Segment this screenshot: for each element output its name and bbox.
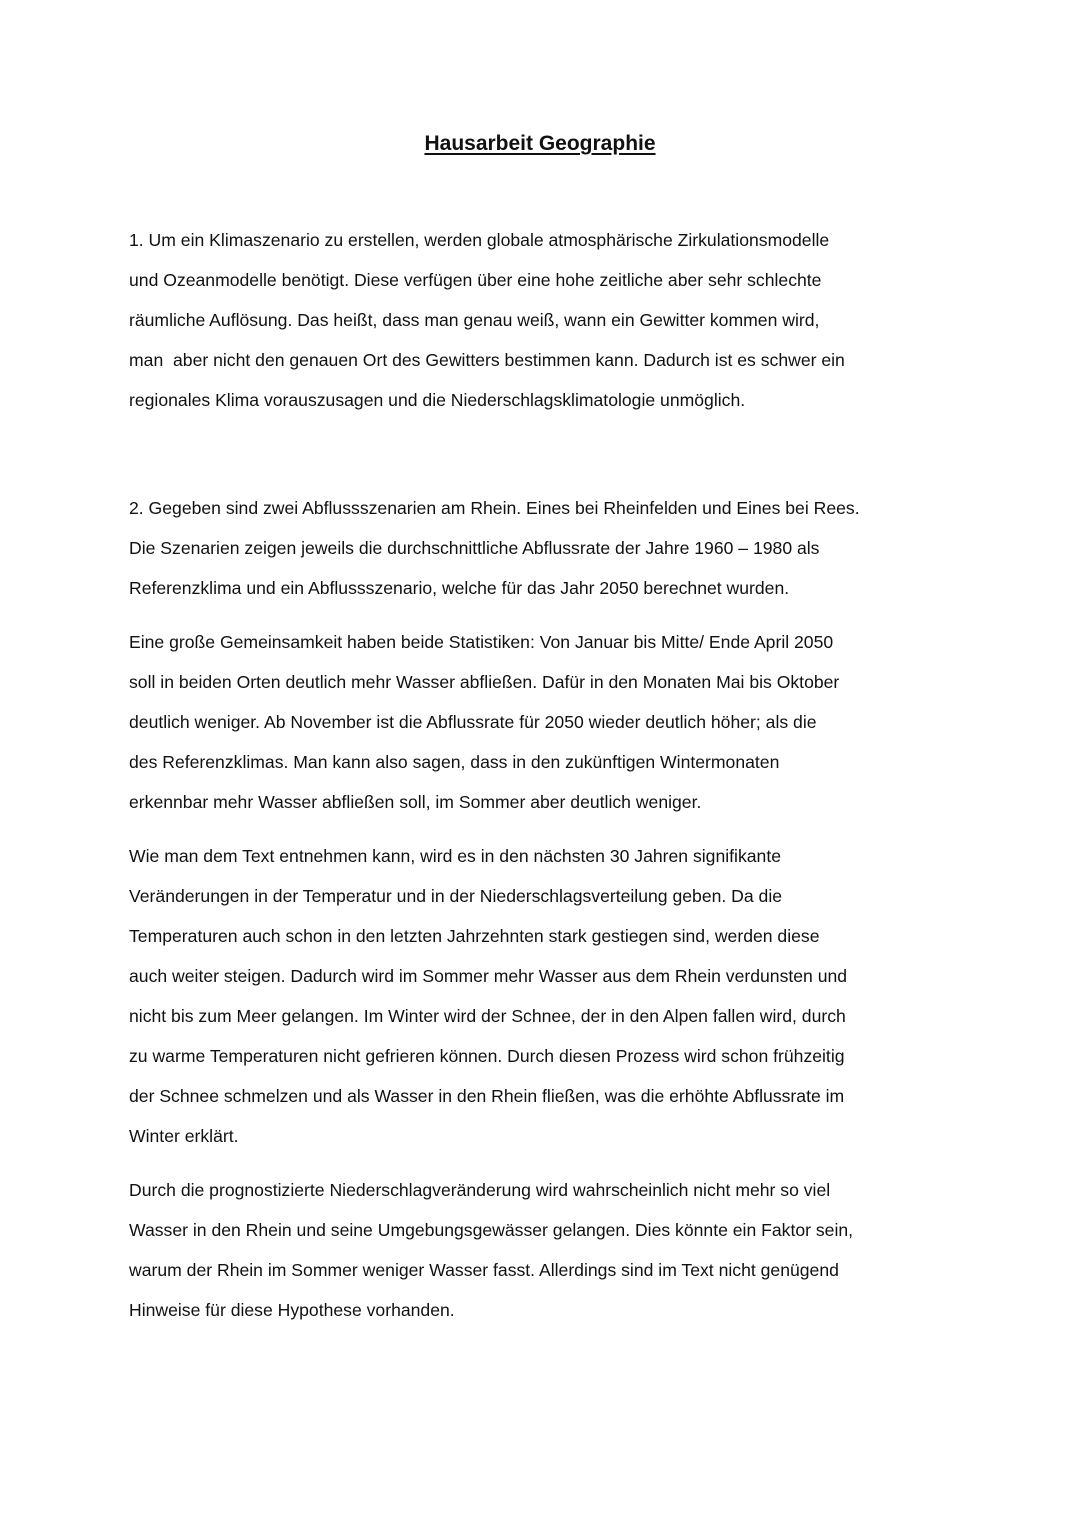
paragraph-4 (129, 836, 959, 1156)
paragraph-line: warum der Rhein im Sommer weniger Wasser fasst. Allerdings sind im Text nicht genügend (129, 1260, 839, 1280)
paragraph-line: Hinweise für diese Hypothese vorhanden. (129, 1300, 455, 1320)
document-title (0, 130, 1080, 158)
paragraph-line: Die Szenarien zeigen jeweils die durchschnittliche Abflussrate der Jahre 1960 – 1980 als (129, 538, 820, 558)
paragraph-line: Durch die prognostizierte Niederschlagveränderung wird wahrscheinlich nicht mehr so viel (129, 1180, 831, 1200)
paragraph-line: deutlich weniger. Ab November ist die Abflussrate für 2050 wieder deutlich höher; als die (129, 712, 817, 732)
paragraph-line: Temperaturen auch schon in den letzten Jahrzehnten stark gestiegen sind, werden diese (129, 926, 820, 946)
paragraph-line: man aber nicht den genauen Ort des Gewitters bestimmen kann. Dadurch ist es schwer ein (129, 350, 845, 370)
paragraph-line: des Referenzklimas. Man kann also sagen, dass in den zukünftigen Wintermonaten (129, 752, 780, 772)
paragraph-line: regionales Klima vorauszusagen und die Niederschlagsklimatologie unmöglich. (129, 390, 746, 410)
paragraph-line: und Ozeanmodelle benötigt. Diese verfügen über eine hohe zeitliche aber sehr schlechte (129, 270, 822, 290)
paragraph-line: auch weiter steigen. Dadurch wird im Sommer mehr Wasser aus dem Rhein verdunsten und (129, 966, 848, 986)
paragraph-line: Winter erklärt. (129, 1126, 239, 1146)
paragraph-line: erkennbar mehr Wasser abfließen soll, im Sommer aber deutlich weniger. (129, 792, 702, 812)
paragraph-line: 2. Gegeben sind zwei Abflussszenarien am Rhein. Eines bei Rheinfelden und Eines bei Rees. (129, 498, 860, 518)
paragraph-line: Veränderungen in der Temperatur und in der Niederschlagsverteilung geben. Da die (129, 886, 783, 906)
paragraph-line: Eine große Gemeinsamkeit haben beide Statistiken: Von Januar bis Mitte/ Ende April 2050 (129, 632, 834, 652)
document-title-text: Hausarbeit Geographie (424, 132, 656, 155)
paragraph-line: zu warme Temperaturen nicht gefrieren können. Durch diesen Prozess wird schon frühzeitig (129, 1046, 845, 1066)
paragraph-line: 1. Um ein Klimaszenario zu erstellen, werden globale atmosphärische Zirkulationsmodelle (129, 230, 830, 250)
paragraph-line: nicht bis zum Meer gelangen. Im Winter wird der Schnee, der in den Alpen fallen wird, durch (129, 1006, 846, 1026)
paragraph-1 (129, 220, 959, 420)
paragraph-line: räumliche Auflösung. Das heißt, dass man genau weiß, wann ein Gewitter kommen wird, (129, 310, 820, 330)
paragraph-2 (129, 488, 959, 608)
paragraph-line: Wie man dem Text entnehmen kann, wird es in den nächsten 30 Jahren signifikante (129, 846, 781, 866)
paragraph-3 (129, 622, 959, 822)
paragraph-line: der Schnee schmelzen und als Wasser in den Rhein fließen, was die erhöhte Abflussrate im (129, 1086, 845, 1106)
paragraph-line: Referenzklima und ein Abflussszenario, welche für das Jahr 2050 berechnet wurden. (129, 578, 790, 598)
paragraph-line: Wasser in den Rhein und seine Umgebungsgewässer gelangen. Dies könnte ein Faktor sein, (129, 1220, 854, 1240)
paragraph-5 (129, 1170, 959, 1330)
paragraph-line: soll in beiden Orten deutlich mehr Wasser abfließen. Dafür in den Monaten Mai bis Oktober (129, 672, 840, 692)
